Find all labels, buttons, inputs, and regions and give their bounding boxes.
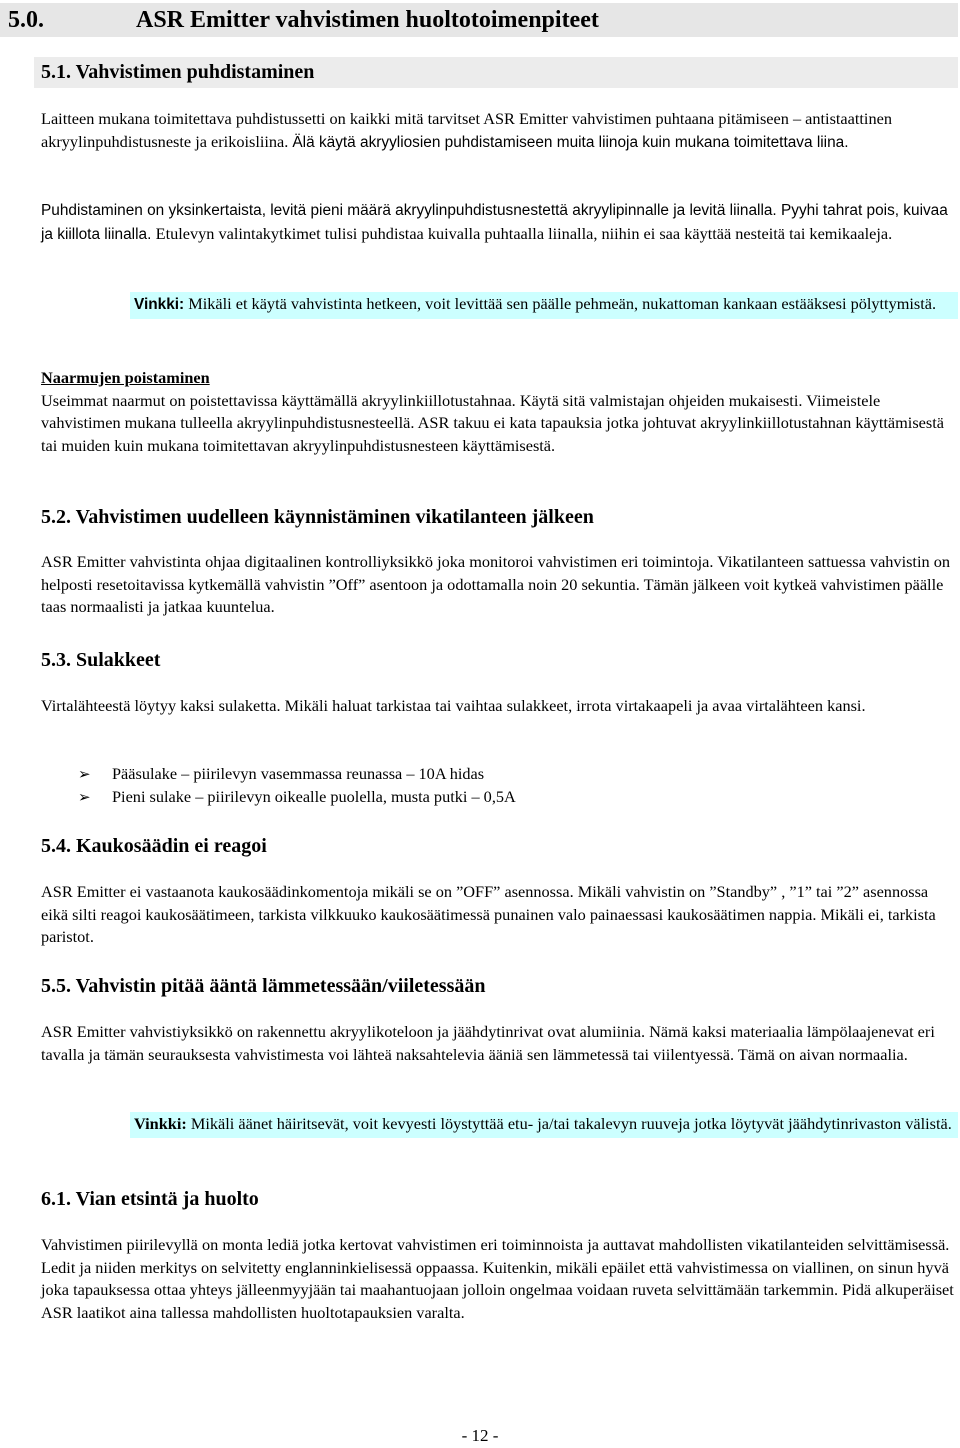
paragraph-text-sans: Älä käytä akryyliosien puhdistamiseen muita liinoja kuin mukana toimitettava liina. xyxy=(292,133,849,151)
section-5-3-text: Virtalähteestä löytyy kaksi sulaketta. Mikäli haluat tarkistaa tai vaihtaa sulakkeet, irrota virtakaapeli ja avaa virtalähteen kansi. xyxy=(41,696,866,715)
tip-box-noise xyxy=(130,1112,958,1138)
section-5-4-heading: 5.4. Kaukosäädin ei reagoi xyxy=(41,835,267,857)
scratch-removal-heading: Naarmujen poistaminen xyxy=(41,368,210,387)
list-item-text: Pääsulake – piirilevyn vasemmassa reunassa – 10A hidas xyxy=(112,764,485,783)
section-5-1-paragraph-2 xyxy=(41,199,956,246)
scratch-removal-block xyxy=(41,367,956,457)
section-5-4-text: ASR Emitter ei vastaanota kaukosäädinkomentoja mikäli se on ”OFF” asennossa. Mikäli vahvistin on ”Standby” , ”1” tai ”2” asennossa eikä silti reagoi kaukosäätimeen, tarkista vilkkuuko kaukosäätimessä punainen valo painaessasi kaukosäätimen nappia. Mikäli ei, tarkista paristot. xyxy=(41,882,936,946)
paragraph-text-sans: Puhdistaminen on yksinkertaista, levitä pieni määrä akryylinpuhdistusnestettä akryylipinnalle ja levitä liinalla. Pyyhi tahrat pois, kuivaa ja kiillota liinalla. xyxy=(41,202,948,243)
section-5-number: 5.0. xyxy=(8,7,44,33)
tip-text: Mikäli äänet häiritsevät, voit kevyesti löystyttää etu- ja/tai takalevyn ruuveja jotka löytyvät jäähdytinrivaston välistä. xyxy=(186,1114,952,1133)
section-5-heading xyxy=(0,3,958,37)
list-item xyxy=(78,763,484,787)
tip-text: Mikäli et käytä vahvistinta hetkeen, voit levittää sen päälle pehmeän, nukattoman kankaan estääksesi pölyttymistä. xyxy=(184,294,937,313)
arrow-bullet-icon: ➢ xyxy=(78,767,91,783)
paragraph-text: Etulevyn valintakytkimet tulisi puhdistaa kuivalla puhtaalla liinalla, niihin ei saa käyttää nesteitä tai kemikaaleja. xyxy=(155,223,893,243)
tip-label: Vinkki: xyxy=(134,296,185,313)
section-5-1-paragraph-1 xyxy=(41,108,956,154)
section-5-5-text: ASR Emitter vahvistiyksikkö on rakennettu akryylikoteloon ja jäähdytinrivat ovat alumiinia. Nämä kaksi materiaalia lämpölaajenevat eri tavalla ja tämän seurauksesta vahvistimesta voi lähteä naksahtelevia ääniä sen lämmetessä tai viilentyessä. Tämä on aivan normaalia. xyxy=(41,1022,935,1064)
list-item-text: Pieni sulake – piirilevyn oikealle puolella, musta putki – 0,5A xyxy=(112,787,516,806)
section-6-1-text: Vahvistimen piirilevyllä on monta lediä jotka kertovat vahvistimen eri toiminnoista ja auttavat mahdollisten vikatilanteiden selvittämisessä. Ledit ja niiden merkitys on selvitetty englanninkielisessä oppaassa. Kuitenkin, mikäli epäilet että vahvistimessa on viallinen, on sinun hyvä joka tapauksessa ottaa yhteys jälleenmyyjään tai maahantuojaan jolloin ongelmaa voidaan ruveta selvittämään tarkemmin. Pidä alkuperäiset ASR laatikot aina tallessa mahdollisten huoltotapauksien varalta. xyxy=(41,1235,954,1322)
section-5-1-heading: 5.1. Vahvistimen puhdistaminen xyxy=(34,57,958,88)
section-5-3-heading: 5.3. Sulakkeet xyxy=(41,649,161,671)
scratch-removal-text: Useimmat naarmut on poistettavissa käyttämällä akryylinkiillotustahnaa. Käytä sitä valmistajan ohjeiden mukaisesti. Viimeistele vahvistimen mukana tulleella akryylinpuhdistusnesteellä. ASR takuu ei kata tapauksia jotka johtuvat akryylinkiillotustahnan käyttämisestä tai muiden kuin mukana toimitettavan akryylinpuhdistusnesteen käyttämisestä. xyxy=(41,390,944,455)
paragraph-text: Laitteen mukana toimitettava puhdistussetti on kaikki mitä tarvitset ASR Emitter vahvistimen puhtaana pitämiseen – antistaattinen akryylinpuhdistusneste ja erikoisliina. xyxy=(41,109,892,151)
section-5-title: ASR Emitter vahvistimen huoltotoimenpiteet xyxy=(136,7,599,33)
list-item xyxy=(78,786,516,810)
page-number: - 12 - xyxy=(461,1426,499,1445)
tip-label: Vinkki: xyxy=(134,1114,187,1133)
section-5-2-text: ASR Emitter vahvistinta ohjaa digitaalinen kontrolliyksikkö joka monitoroi vahvistimen eri toimintoja. Vikatilanteen sattuessa vahvistin on helposti resetoitavissa kytkemällä vahvistin ”Off” asentoon ja odottamalla noin 20 sekuntia. Tämän jälkeen voit kytkeä vahvistimen päälle taas normaalisti ja jatkaa kuuntelua. xyxy=(41,552,950,616)
tip-box-cleaning xyxy=(130,292,958,319)
section-5-5-heading: 5.5. Vahvistin pitää ääntä lämmetessään/viiletessään xyxy=(41,975,486,997)
arrow-bullet-icon: ➢ xyxy=(78,790,91,806)
section-5-2-heading: 5.2. Vahvistimen uudelleen käynnistäminen vikatilanteen jälkeen xyxy=(41,506,594,528)
section-6-1-heading: 6.1. Vian etsintä ja huolto xyxy=(41,1188,259,1210)
